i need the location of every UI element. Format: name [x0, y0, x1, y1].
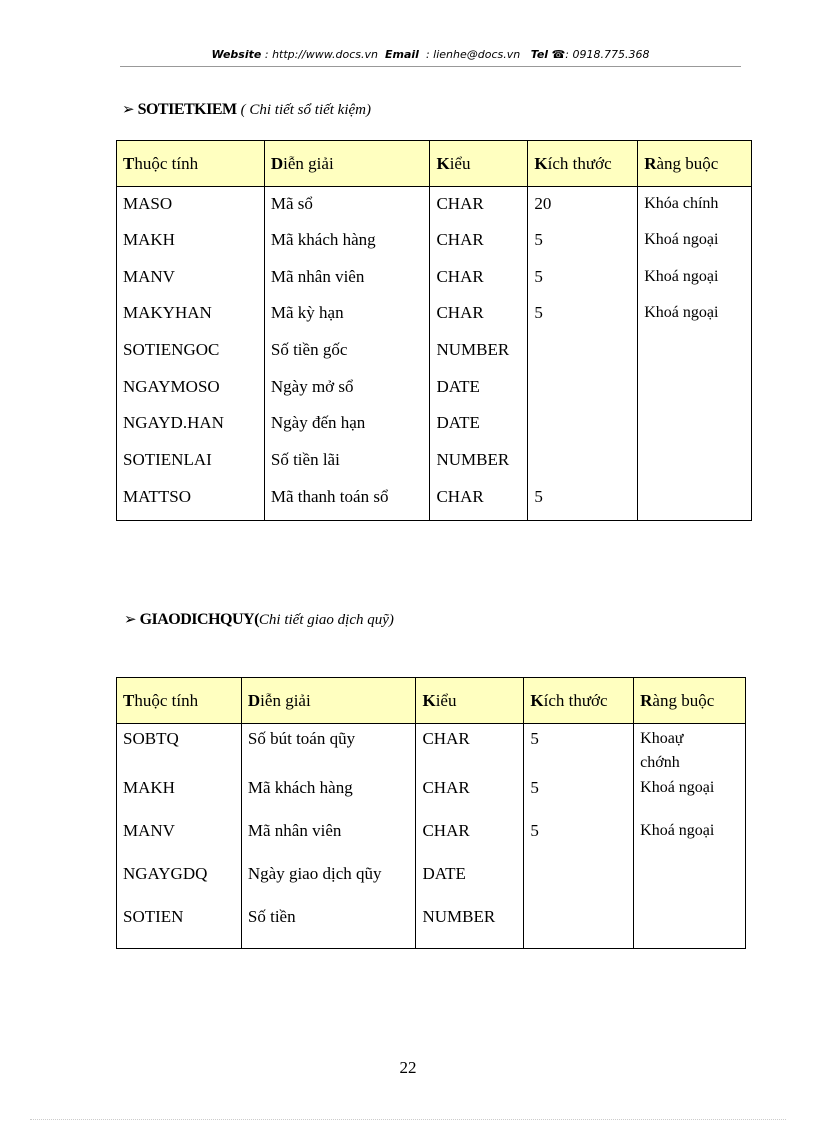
cell-attribute: NGAYGDQ [117, 862, 242, 905]
table-row [117, 724, 746, 777]
table-description: Chi tiết giao dịch quỹ) [258, 612, 394, 628]
cell-size: 5 [528, 229, 638, 266]
website-label: Website [211, 48, 262, 61]
section-title-giaodichquy [124, 610, 394, 629]
cell-attribute: SOBTQ [117, 724, 242, 777]
header-cell: Diễn giải [264, 141, 430, 187]
cell-description: Mã khách hàng [264, 229, 430, 266]
cell-type: DATE [430, 412, 528, 449]
cell-description: Ngày giao dịch qũy [241, 862, 416, 905]
cell-size [524, 862, 634, 905]
table-row [117, 376, 752, 413]
table-row [117, 862, 746, 905]
cell-type: CHAR [430, 266, 528, 303]
cell-constraint [638, 486, 752, 521]
table-description: ( Chi tiết sổ tiết kiệm) [240, 102, 371, 118]
cell-attribute: MANV [117, 266, 265, 303]
cell-size: 5 [528, 302, 638, 339]
cell-type: CHAR [430, 229, 528, 266]
table-name: SOTIETKIEM [137, 101, 237, 118]
cell-constraint: Khoá ngoại [638, 229, 752, 266]
table-header-row [117, 141, 752, 187]
cell-attribute: SOTIEN [117, 905, 242, 949]
table-row [117, 266, 752, 303]
cell-type: CHAR [416, 724, 524, 777]
cell-constraint [638, 339, 752, 376]
cell-attribute: NGAYMOSO [117, 376, 265, 413]
header-cell: Diễn giải [241, 678, 416, 724]
page-number: 22 [399, 1058, 417, 1077]
cell-size [524, 905, 634, 949]
cell-size: 5 [524, 776, 634, 819]
cell-type: DATE [430, 376, 528, 413]
header-cell: Kích thước [528, 141, 638, 187]
cell-type: NUMBER [430, 449, 528, 486]
cell-type: DATE [416, 862, 524, 905]
cell-size [528, 449, 638, 486]
cell-attribute: MAKH [117, 776, 242, 819]
sotietkiem-table [116, 140, 752, 521]
page-header: Website : http://www.docs.vn Email : lienhe@docs.vn Tel ☎: 0918.775.368 [211, 48, 650, 61]
header-cell: Thuộc tính [117, 678, 242, 724]
cell-attribute: MAKH [117, 229, 265, 266]
email-label: Email [385, 48, 419, 61]
table-name: GIAODICHQUY( [139, 611, 259, 628]
table-row [117, 905, 746, 949]
tel-label: Tel [530, 48, 549, 61]
table-row [117, 412, 752, 449]
email-address[interactable]: lienhe@docs.vn [433, 48, 521, 61]
cell-type: CHAR [430, 187, 528, 230]
cell-attribute: MAKYHAN [117, 302, 265, 339]
cell-size: 5 [528, 486, 638, 521]
cell-constraint [634, 862, 746, 905]
header-cell: Ràng buộc [634, 678, 746, 724]
website-url[interactable]: http://www.docs.vn [272, 48, 379, 61]
cell-type: CHAR [416, 776, 524, 819]
table-row [117, 776, 746, 819]
cell-constraint: Khoá ngoại [638, 302, 752, 339]
giaodichquy-table [116, 677, 746, 949]
header-cell: Thuộc tính [117, 141, 265, 187]
table-row [117, 339, 752, 376]
cell-attribute: NGAYD.HAN [117, 412, 265, 449]
phone-icon: ☎ [551, 48, 566, 61]
table-row [117, 229, 752, 266]
table-row [117, 302, 752, 339]
cell-attribute: MATTSO [117, 486, 265, 521]
cell-type: CHAR [430, 302, 528, 339]
cell-description: Ngày mở sổ [264, 376, 430, 413]
header-cell: Ràng buộc [638, 141, 752, 187]
cell-description: Mã khách hàng [241, 776, 416, 819]
table-row [117, 187, 752, 230]
cell-constraint: Khóa chính [638, 187, 752, 230]
cell-attribute: MANV [117, 819, 242, 862]
cell-size [528, 339, 638, 376]
constraint-line: Khoaự [640, 730, 684, 747]
cell-size [528, 376, 638, 413]
cell-type: NUMBER [430, 339, 528, 376]
header-divider [120, 66, 741, 67]
cell-attribute: SOTIENGOC [117, 339, 265, 376]
constraint-line: chớnh [640, 754, 680, 771]
page-bottom-divider [30, 1119, 786, 1120]
cell-description: Mã thanh toán sổ [264, 486, 430, 521]
cell-description: Ngày đến hạn [264, 412, 430, 449]
cell-description: Mã nhân viên [241, 819, 416, 862]
cell-size: 20 [528, 187, 638, 230]
cell-description: Số tiền gốc [264, 339, 430, 376]
cell-constraint: Khoá ngoại [634, 819, 746, 862]
arrow-bullet-icon: ➢ [122, 102, 135, 118]
cell-constraint [638, 449, 752, 486]
cell-constraint: Khoá ngoại [634, 776, 746, 819]
cell-size: 5 [524, 724, 634, 777]
header-cell: Kích thước [524, 678, 634, 724]
cell-type: NUMBER [416, 905, 524, 949]
section-title-sotietkiem [122, 100, 371, 119]
cell-attribute: SOTIENLAI [117, 449, 265, 486]
cell-constraint [638, 376, 752, 413]
cell-constraint [634, 905, 746, 949]
cell-description: Mã kỳ hạn [264, 302, 430, 339]
table-row [117, 819, 746, 862]
cell-description: Số tiền lãi [264, 449, 430, 486]
cell-description: Mã sổ [264, 187, 430, 230]
cell-size: 5 [524, 819, 634, 862]
cell-attribute: MASO [117, 187, 265, 230]
cell-description: Số bút toán qũy [241, 724, 416, 777]
table-header-row [117, 678, 746, 724]
cell-size: 5 [528, 266, 638, 303]
table-row [117, 486, 752, 521]
cell-type: CHAR [430, 486, 528, 521]
cell-description: Mã nhân viên [264, 266, 430, 303]
cell-description: Số tiền [241, 905, 416, 949]
cell-constraint [638, 412, 752, 449]
cell-size [528, 412, 638, 449]
header-cell: Kiểu [430, 141, 528, 187]
arrow-bullet-icon: ➢ [124, 612, 137, 628]
cell-constraint: Khoá ngoại [638, 266, 752, 303]
cell-constraint [634, 724, 746, 777]
phone-number: 0918.775.368 [572, 48, 650, 61]
cell-type: CHAR [416, 819, 524, 862]
table-row [117, 449, 752, 486]
header-cell: Kiểu [416, 678, 524, 724]
